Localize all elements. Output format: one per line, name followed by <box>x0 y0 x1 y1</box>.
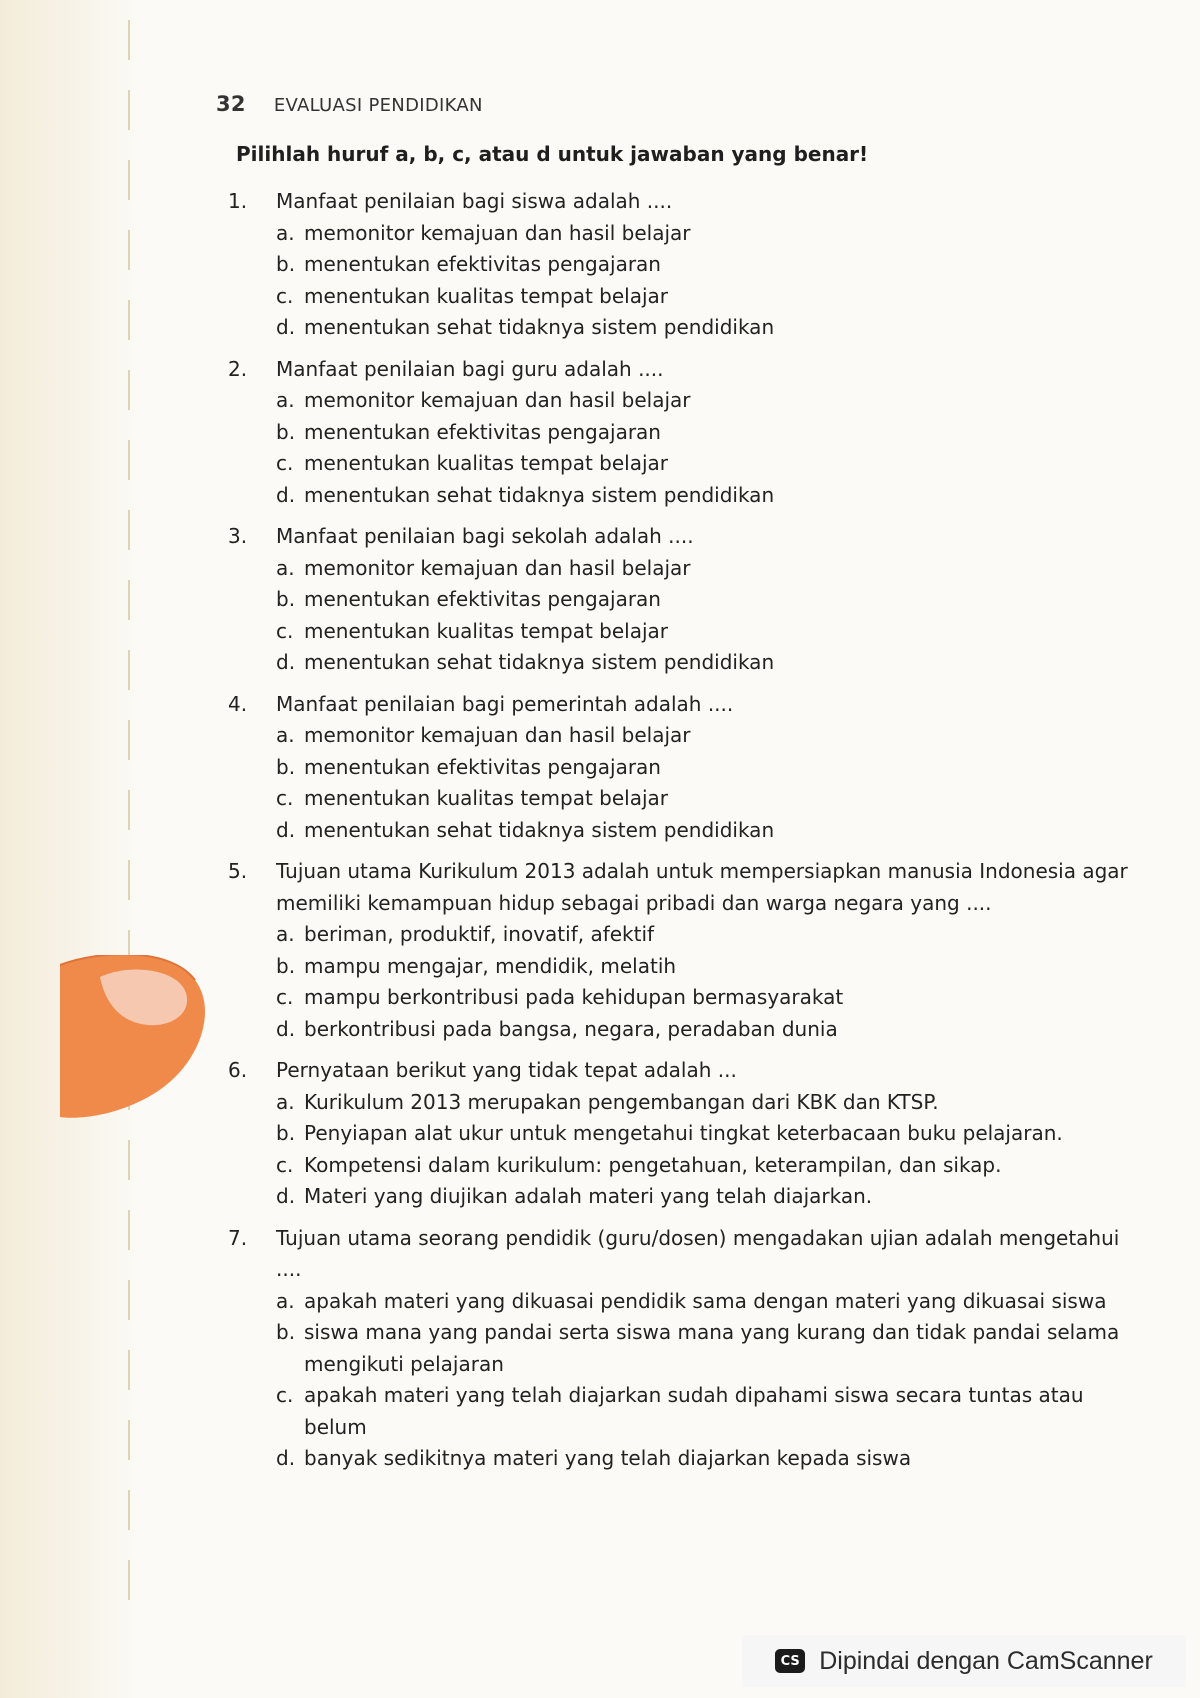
option-letter: d. <box>276 817 296 842</box>
question-2 <box>228 354 1148 512</box>
option-text: memonitor kemajuan dan hasil belajar <box>304 723 691 747</box>
option-letter: d. <box>276 1184 296 1208</box>
option-text: menentukan sehat tidaknya sistem pendidikan <box>304 817 775 842</box>
option-text: menentukan efektivitas pengajaran <box>304 419 661 444</box>
question-text: Tujuan utama Kurikulum 2013 adalah untuk mempersiapkan manusia Indonesia agar memiliki kemampuan hidup sebagai pribadi dan warga negara yang .... <box>276 859 1128 915</box>
option-a <box>276 553 1148 585</box>
option-letter: b. <box>276 419 296 444</box>
question-number: 3. <box>228 524 248 548</box>
option-c <box>276 982 1148 1014</box>
option-letter: b. <box>276 1121 296 1145</box>
option-letter: c. <box>276 283 294 308</box>
option-letter: a. <box>276 220 295 245</box>
page-number: 32 <box>216 92 246 116</box>
option-b <box>276 951 1148 983</box>
option-c <box>276 1150 1148 1182</box>
question-5 <box>228 856 1148 1045</box>
option-text: mampu mengajar, mendidik, melatih <box>304 953 677 978</box>
option-letter: d. <box>276 315 296 339</box>
option-d <box>276 312 1148 344</box>
question-4 <box>228 689 1148 847</box>
option-letter: b. <box>276 252 296 276</box>
option-a <box>276 385 1148 417</box>
option-letter: a. <box>276 723 295 747</box>
option-a <box>276 919 1148 951</box>
option-letter: d. <box>276 1016 296 1041</box>
question-1 <box>228 186 1148 344</box>
option-d <box>276 480 1148 512</box>
book-title: EVALUASI PENDIDIKAN <box>273 95 483 116</box>
option-letter: a. <box>276 922 295 946</box>
question-text: Manfaat penilaian bagi guru adalah .... <box>276 356 664 381</box>
option-letter: d. <box>276 1446 296 1470</box>
option-text: memonitor kemajuan dan hasil belajar <box>304 220 691 245</box>
option-text: memonitor kemajuan dan hasil belajar <box>304 388 691 412</box>
option-d <box>276 1443 1148 1475</box>
binding-shadow <box>128 20 130 1620</box>
option-text: banyak sedikitnya materi yang telah diajarkan kepada siswa <box>304 1446 912 1470</box>
option-text: menentukan sehat tidaknya sistem pendidikan <box>304 315 775 339</box>
option-a <box>276 1286 1148 1318</box>
option-letter: b. <box>276 587 296 611</box>
option-c <box>276 448 1148 480</box>
option-a <box>276 720 1148 752</box>
option-text: apakah materi yang dikuasai pendidik sama dengan materi yang dikuasai siswa <box>304 1288 1107 1313</box>
option-b <box>276 1118 1148 1150</box>
question-text: Manfaat penilaian bagi siswa adalah .... <box>276 189 673 213</box>
question-number: 4. <box>228 691 248 716</box>
question-number: 5. <box>228 859 248 883</box>
option-c <box>276 616 1148 648</box>
option-letter: a. <box>276 555 295 580</box>
option-a <box>276 1087 1148 1119</box>
option-letter: c. <box>276 1383 294 1407</box>
question-number: 1. <box>228 189 248 213</box>
option-text: Kompetensi dalam kurikulum: pengetahuan, keterampilan, dan sikap. <box>304 1152 1002 1177</box>
option-letter: c. <box>276 618 294 643</box>
option-text: berkontribusi pada bangsa, negara, peradaban dunia <box>304 1016 838 1041</box>
option-text: menentukan sehat tidaknya sistem pendidikan <box>304 650 775 674</box>
option-text: menentukan efektivitas pengajaran <box>304 252 661 276</box>
option-text: siswa mana yang pandai serta siswa mana yang kurang dan tidak pandai selama mengikuti pelajaran <box>304 1320 1120 1376</box>
option-letter: c. <box>276 1152 294 1177</box>
option-letter: c. <box>276 451 294 475</box>
option-letter: b. <box>276 1320 296 1344</box>
camscanner-watermark <box>742 1635 1186 1687</box>
question-3 <box>228 521 1148 679</box>
option-letter: d. <box>276 650 296 674</box>
camscanner-logo-icon: CS <box>775 1649 805 1673</box>
option-d <box>276 815 1148 847</box>
option-d <box>276 1014 1148 1046</box>
option-text: menentukan kualitas tempat belajar <box>304 618 668 643</box>
question-7 <box>228 1223 1148 1475</box>
option-text: beriman, produktif, inovatif, afektif <box>304 922 655 946</box>
option-letter: c. <box>276 985 294 1009</box>
option-text: apakah materi yang telah diajarkan sudah dipahami siswa secara tuntas atau belum <box>304 1383 1084 1439</box>
question-text: Tujuan utama seorang pendidik (guru/dosen) mengadakan ujian adalah mengetahui .... <box>276 1225 1120 1281</box>
option-letter: a. <box>276 388 295 412</box>
option-letter: a. <box>276 1089 295 1114</box>
option-a <box>276 218 1148 250</box>
option-text: menentukan sehat tidaknya sistem pendidikan <box>304 482 775 507</box>
question-list <box>228 186 1148 1485</box>
question-number: 7. <box>228 1225 248 1250</box>
option-d <box>276 647 1148 679</box>
question-number: 2. <box>228 356 248 381</box>
option-text: Penyiapan alat ukur untuk mengetahui tingkat keterbacaan buku pelajaran. <box>304 1121 1063 1145</box>
option-text: mampu berkontribusi pada kehidupan bermasyarakat <box>304 985 844 1009</box>
option-b <box>276 417 1148 449</box>
option-letter: a. <box>276 1288 295 1313</box>
option-d <box>276 1181 1148 1213</box>
option-c <box>276 1380 1148 1443</box>
option-b <box>276 752 1148 784</box>
question-text: Pernyataan berikut yang tidak tepat adalah ... <box>276 1058 737 1082</box>
option-text: Materi yang diujikan adalah materi yang telah diajarkan. <box>304 1184 873 1208</box>
option-letter: b. <box>276 754 296 779</box>
option-text: menentukan efektivitas pengajaran <box>304 754 661 779</box>
question-text: Manfaat penilaian bagi sekolah adalah .... <box>276 524 694 548</box>
question-6 <box>228 1055 1148 1213</box>
page-binding-edge <box>0 0 140 1698</box>
option-text: menentukan efektivitas pengajaran <box>304 587 661 611</box>
question-text: Manfaat penilaian bagi pemerintah adalah .... <box>276 691 734 716</box>
option-text: menentukan kualitas tempat belajar <box>304 451 668 475</box>
option-letter: d. <box>276 482 296 507</box>
option-text: menentukan kualitas tempat belajar <box>304 283 668 308</box>
option-c <box>276 783 1148 815</box>
option-c <box>276 281 1148 313</box>
option-b <box>276 1317 1148 1380</box>
option-text: Kurikulum 2013 merupakan pengembangan dari KBK dan KTSP. <box>304 1089 939 1114</box>
instruction: Pilihlah huruf a, b, c, atau d untuk jawaban yang benar! <box>236 142 869 166</box>
option-text: memonitor kemajuan dan hasil belajar <box>304 555 691 580</box>
running-header <box>216 92 483 116</box>
watermark-text: Dipindai dengan CamScanner <box>819 1646 1153 1675</box>
option-b <box>276 249 1148 281</box>
question-number: 6. <box>228 1058 248 1082</box>
option-b <box>276 584 1148 616</box>
option-letter: c. <box>276 786 294 810</box>
thumb-image <box>60 955 210 1120</box>
option-letter: b. <box>276 953 296 978</box>
option-text: menentukan kualitas tempat belajar <box>304 786 668 810</box>
